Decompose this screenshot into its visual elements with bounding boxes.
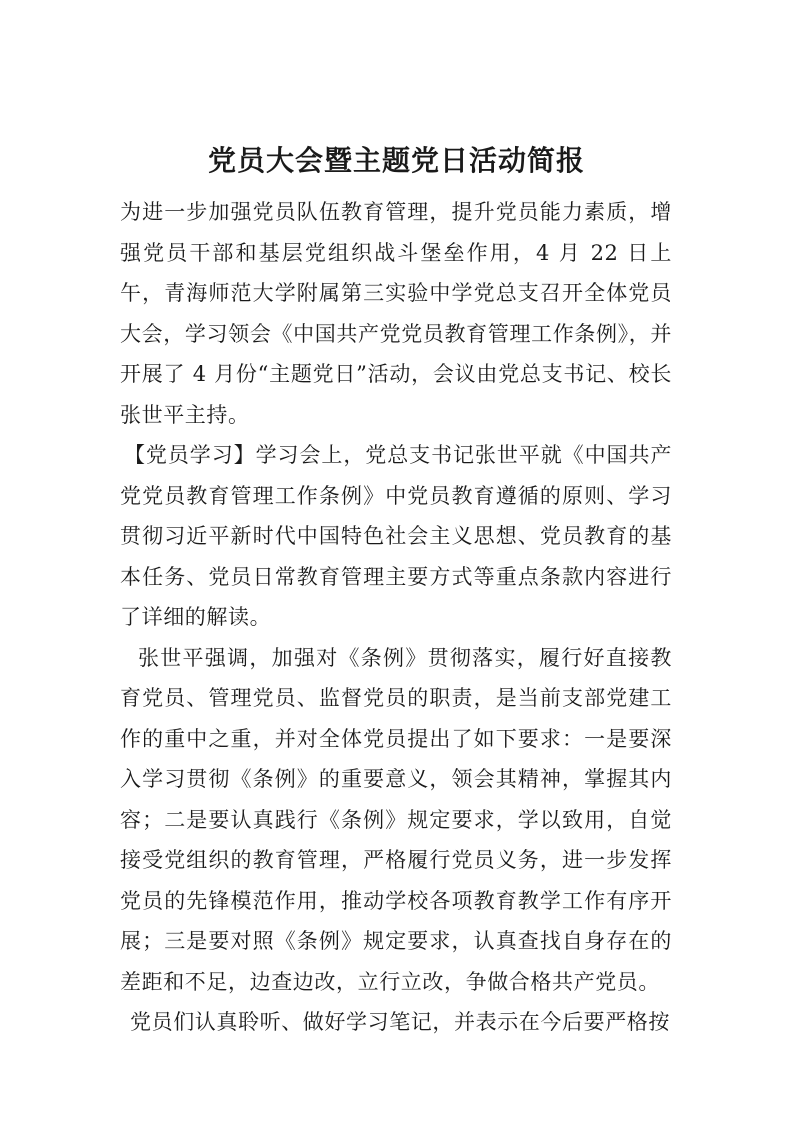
paragraph-party-study: 【党员学习】学习会上，党总支书记张世平就《中国共产党党员教育管理工作条例》中党员教育遵循的原则、学习贯彻习近平新时代中国特色社会主义思想、党员教育的基本任务、党员日常教育管理主要方式等重点条款内容进行了详细的解读。: [120, 443, 672, 629]
paragraph-members-response: 党员们认真聆听、做好学习笔记，并表示在今后要严格按: [130, 1010, 670, 1034]
document-title: 党员大会暨主题党日活动简报: [207, 143, 585, 177]
paragraph-requirements: 张世平强调，加强对《条例》贯彻落实，履行好直接教育党员、管理党员、监督党员的职责，是当前支部党建工作的重中之重，并对全体党员提出了如下要求：一是要深入学习贯彻《条例》的重要意义，领会其精神，掌握其内容；二是要认真践行《条例》规定要求，学以致用，自觉接受党组织的教育管理，严格履行党员义务，进一步发挥党员的先锋模范作用，推动学校各项教育教学工作有序开展；三是要对照《条例》规定要求，认真查找自身存在的差距和不足，边查边改，立行立改，争做合格共产党员。: [120, 645, 672, 994]
paragraph-intro: 为进一步加强党员队伍教育管理，提升党员能力素质，增强党员干部和基层党组织战斗堡垒作用，4 月 22 日上午，青海师范大学附属第三实验中学党总支召开全体党员大会，学习领会《中国共产党党员教育管理工作条例》，并开展了 4 月份“主题党日”活动，会议由党总支书记、校长张世平主持。: [120, 200, 672, 427]
document-body: [120, 192, 672, 1043]
